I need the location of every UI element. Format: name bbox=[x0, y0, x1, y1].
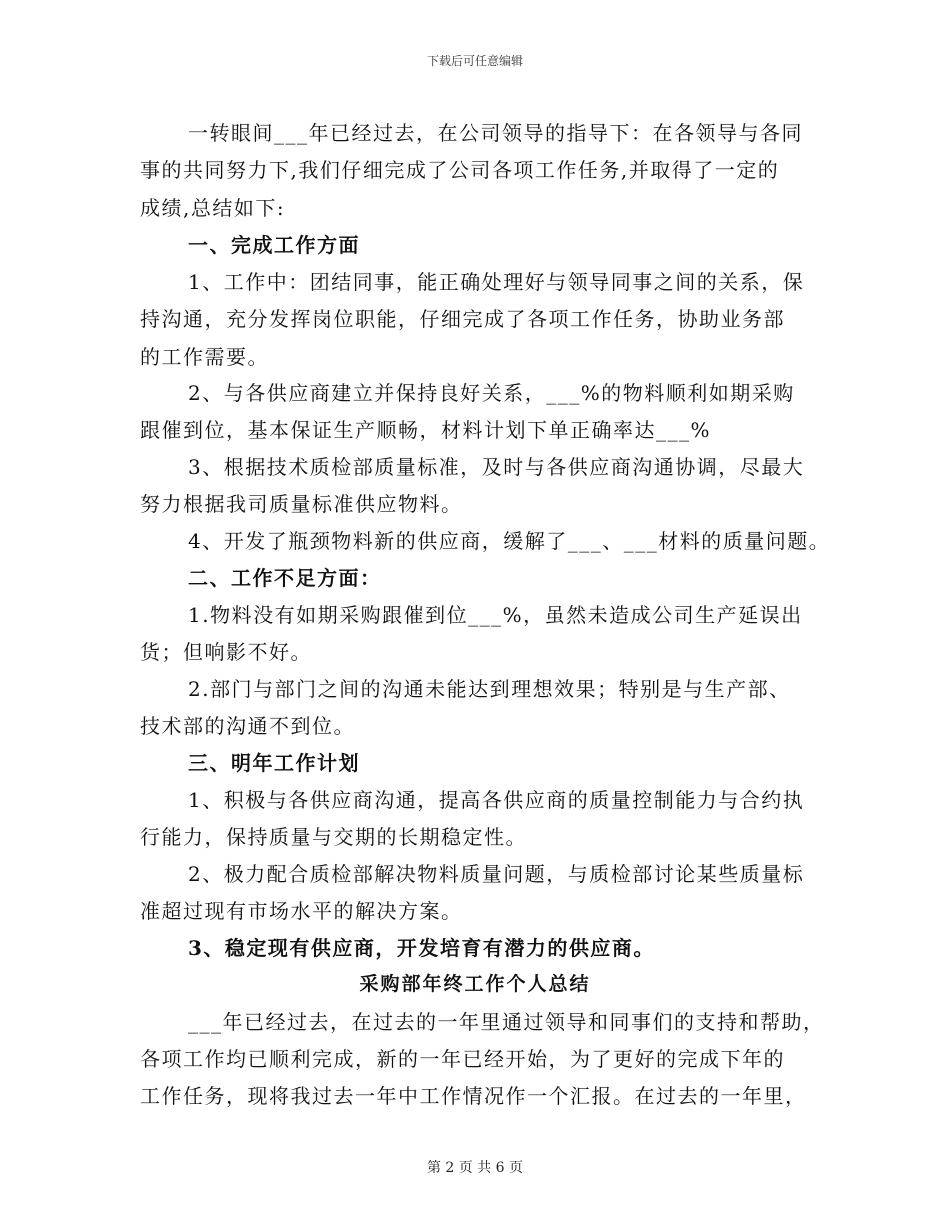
paragraph-line: 的工作需要。 bbox=[140, 345, 269, 369]
paragraph-line: 1、积极与各供应商沟通，提高各供应商的质量控制能力与合约执 bbox=[188, 788, 805, 812]
section-heading: 三、明年工作计划 bbox=[188, 751, 360, 775]
paragraph-line: 行能力，保持质量与交期的长期稳定性。 bbox=[140, 825, 527, 849]
section-heading: 一、完成工作方面 bbox=[188, 233, 360, 257]
section-heading: 二、工作不足方面： bbox=[188, 566, 382, 590]
paragraph-line: 4、开发了瓶颈物料新的供应商，缓解了___、___材料的质量问题。 bbox=[188, 529, 831, 553]
paragraph-line: 工作任务，现将我过去一年中工作情况作一个汇报。在过去的一年里， bbox=[140, 1084, 807, 1108]
paragraph-line: 事的共同努力下,我们仔细完成了公司各项工作任务,并取得了一定的 bbox=[140, 158, 780, 182]
paragraph-line: 成绩,总结如下: bbox=[140, 196, 286, 220]
document-title: 采购部年终工作个人总结 bbox=[359, 973, 591, 995]
paragraph-line: 2、极力配合质检部解决物料质量问题，与质检部讨论某些质量标 bbox=[188, 862, 805, 886]
paragraph-line: 2.部门与部门之间的沟通未能达到理想效果；特别是与生产部、 bbox=[188, 677, 791, 701]
paragraph-line: 1、工作中：团结同事，能正确处理好与领导同事之间的关系，保 bbox=[188, 270, 805, 294]
page-header: 下载后可任意编辑 bbox=[426, 54, 523, 68]
paragraph-line: 持沟通，充分发挥岗位职能，仔细完成了各项工作任务，协助业务部 bbox=[140, 307, 785, 331]
paragraph-line: ___年已经过去，在过去的一年里通过领导和同事们的支持和帮助， bbox=[188, 1010, 825, 1034]
paragraph-line: 技术部的沟通不到位。 bbox=[140, 714, 355, 738]
paragraph-line: 2、与各供应商建立并保持良好关系，___%的物料顺利如期采购 bbox=[188, 381, 795, 405]
paragraph-line: 3、根据技术质检部质量标准，及时与各供应商沟通协调，尽最大 bbox=[188, 455, 805, 479]
paragraph-line: 1.物料没有如期采购跟催到位___%，虽然未造成公司生产延误出 bbox=[188, 603, 803, 627]
paragraph-line: 各项工作均已顺利完成，新的一年已经开始，为了更好的完成下年的 bbox=[140, 1047, 785, 1071]
page-footer: 第 2 页 共 6 页 bbox=[426, 1160, 524, 1176]
paragraph-line: 一转眼间___年已经过去，在公司领导的指导下：在各领导与各同 bbox=[188, 121, 803, 145]
section-heading: 3、稳定现有供应商，开发培育有潜力的供应商。 bbox=[188, 936, 655, 960]
paragraph-line: 准超过现有市场水平的解决方案。 bbox=[140, 899, 463, 923]
paragraph-line: 跟催到位，基本保证生产顺畅，材料计划下单正确率达___% bbox=[140, 418, 712, 442]
paragraph-line: 努力根据我司质量标准供应物料。 bbox=[140, 492, 463, 516]
paragraph-line: 货；但响影不好。 bbox=[140, 640, 312, 664]
